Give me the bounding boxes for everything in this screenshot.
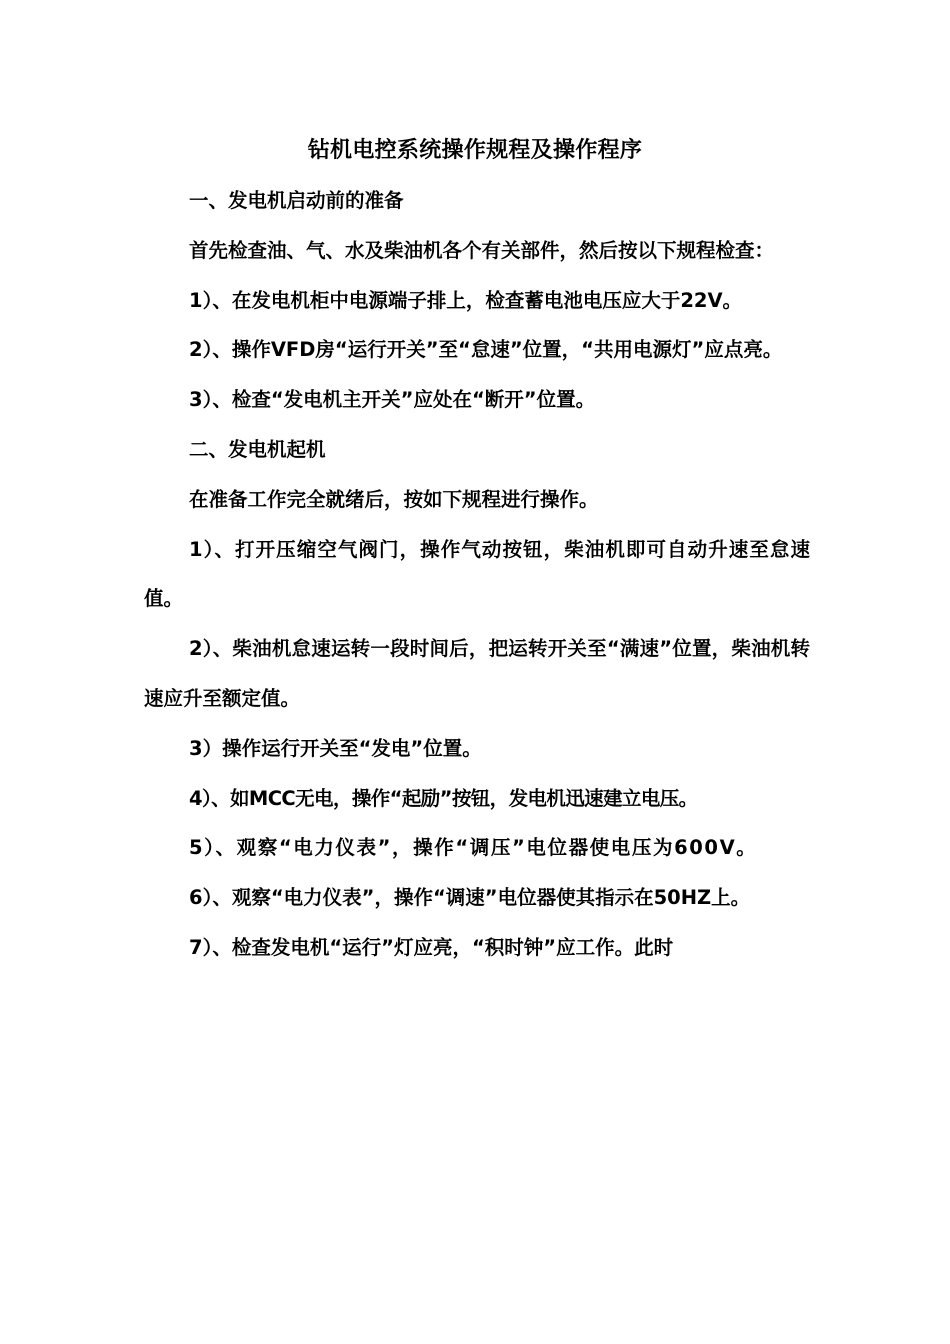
paragraph-start-step-1: 1）、打开压缩空气阀门，操作气动按钮，柴油机即可自动升速至怠速值。 xyxy=(144,537,810,611)
paragraph-start-step-3: 3）操作运行开关至“发电”位置。 xyxy=(189,736,482,760)
paragraph-prep-step-3: 3）、检查“发电机主开关”应处在“断开”位置。 xyxy=(189,388,596,412)
section-heading-1: 一、发电机启动前的准备 xyxy=(189,189,404,212)
paragraph-intro: 首先检查油、气、水及柴油机各个有关部件，然后按以下规程检查： xyxy=(189,238,775,262)
paragraph-start-step-5: 5）、观察“电力仪表”，操作“调压”电位器使电压为600V。 xyxy=(189,836,758,860)
paragraph-start-intro: 在准备工作完全就绪后，按如下规程进行操作。 xyxy=(189,487,599,511)
paragraph-start-step-2: 2）、柴油机怠速运转一段时间后，把运转开关至“满速”位置，柴油机转速应升至额定值。 xyxy=(144,637,810,710)
paragraph-prep-step-2: 2）、操作VFD房“运行开关”至“怠速”位置，“共用电源灯”应点亮。 xyxy=(189,338,783,362)
document-body xyxy=(144,176,810,973)
section-heading-2: 二、发电机起机 xyxy=(189,437,326,461)
paragraph-start-step-6: 6）、观察“电力仪表”，操作“调速”电位器使其指示在50HZ上。 xyxy=(189,886,751,910)
paragraph-start-step-4: 4）、如MCC无电，操作“起励”按钮，发电机迅速建立电压。 xyxy=(189,786,698,810)
paragraph-start-step-7: 7）、检查发电机“运行”灯应亮，“积时钟”应工作。此时 xyxy=(189,935,674,959)
document-title: 钻机电控系统操作规程及操作程序 xyxy=(307,138,643,163)
paragraph-prep-step-1: 1）、在发电机柜中电源端子排上，检查蓄电池电压应大于22V。 xyxy=(189,288,743,312)
